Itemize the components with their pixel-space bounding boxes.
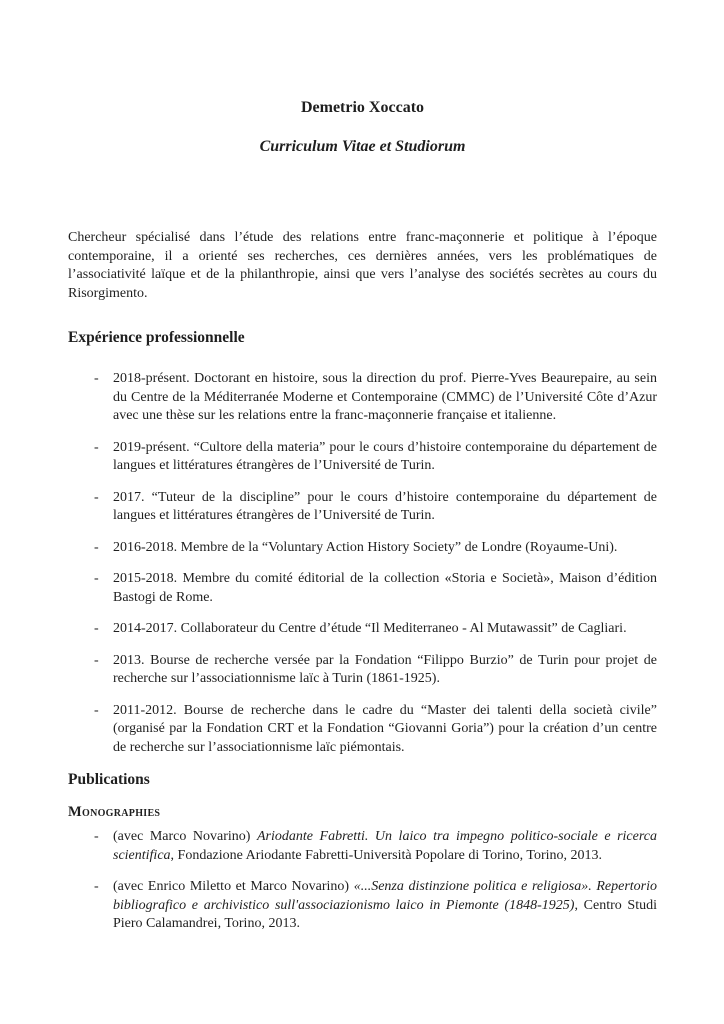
experience-item-text: 2018-présent. Doctorant en histoire, sous la direction du prof. Pierre-Yves Beaurepaire, au sein du Centre de la Méditerranée Moderne et Contemporaine (CMMC) de l’Université Côte d’Azur avec une thèse sur les relations entre la franc-maçonnerie française et italienne.: [113, 371, 657, 423]
list-dash-marker: -: [94, 702, 99, 718]
experience-item: [68, 370, 657, 426]
experience-item-text: 2015-2018. Membre du comité éditorial de la collection «Storia e Società», Maison d’édition Bastogi de Rome.: [113, 571, 657, 605]
list-dash-marker: -: [94, 539, 99, 555]
list-dash-marker: -: [94, 829, 99, 844]
publication-item: [68, 878, 657, 934]
publication-authors: (avec Marco Novarino): [113, 829, 257, 844]
experience-item: [68, 539, 657, 558]
section-heading-experience: Expérience professionnelle: [68, 329, 245, 346]
experience-item-text: 2014-2017. Collaborateur du Centre d’étude “Il Mediterraneo - Al Mutawassit” de Cagliari.: [113, 621, 627, 636]
list-dash-marker: -: [94, 621, 99, 636]
list-dash-marker: -: [94, 371, 99, 386]
experience-item-text: 2011-2012. Bourse de recherche dans le cadre du “Master dei talenti della società civile” (organisé par la Fondation CRT et la Fondation “Giovanni Goria”) pour la création d’un centre de recherche sur l’associationnisme laïc piémontais.: [113, 702, 657, 755]
experience-item: [68, 620, 657, 639]
publication-imprint: , Fondazione Ariodante Fabretti-Università Popolare di Torino, Torino, 2013.: [170, 847, 602, 863]
publication-authors: (avec Enrico Miletto et Marco Novarino): [113, 879, 354, 894]
experience-item: [68, 439, 657, 476]
publication-item: [68, 828, 657, 865]
experience-item-text: 2013. Bourse de recherche versée par la Fondation “Filippo Burzio” de Turin pour projet de recherche sur l’associationnisme laïc à Turin (1861-1925).: [113, 652, 657, 686]
experience-list: [68, 370, 657, 757]
experience-item: [68, 570, 657, 607]
publication-title: «...Senza distinzione politica e religiosa». Repertorio bibliografico e archivistico sull'associazionismo laico in Piemonte (1848-1925): [113, 879, 657, 913]
document-title: Demetrio Xoccato: [300, 99, 425, 116]
subsection-heading-monographies: Monographies: [68, 804, 161, 820]
document-subtitle: Curriculum Vitae et Studiorum: [259, 138, 466, 155]
publications-list: [68, 828, 657, 934]
experience-item-text: 2016-2018. Membre de la “Voluntary Action History Society” de Londre (Royaume-Uni).: [113, 539, 618, 555]
list-dash-marker: -: [94, 439, 99, 455]
intro-paragraph: Chercheur spécialisé dans l’étude des relations entre franc-maçonnerie et politique à l’époque contemporaine, il a orienté ses recherches, ces dernières années, vers les problématiques de l’associativité laïque et de la philanthropie, ainsi que vers l’analyse des sociétés secrètes au cours du Risorgimento.: [68, 230, 657, 301]
experience-item: [68, 652, 657, 689]
experience-item-text: 2019-présent. “Cultore della materia” pour le cours d’histoire contemporaine du département de langues et littératures étrangères de l’Université de Turin.: [113, 439, 657, 473]
list-dash-marker: -: [94, 571, 99, 586]
publication-imprint: , Centro Studi Piero Calamandrei, Torino, 2013.: [113, 897, 657, 931]
experience-item: [68, 702, 657, 758]
list-dash-marker: -: [94, 879, 99, 894]
list-dash-marker: -: [94, 489, 99, 505]
publication-title: Ariodante Fabretti. Un laico tra impegno politico-sociale e ricerca scientifica: [113, 829, 657, 863]
list-dash-marker: -: [94, 652, 99, 668]
experience-item: [68, 489, 657, 526]
section-heading-publications: Publications: [68, 771, 150, 788]
experience-item-text: 2017. “Tuteur de la discipline” pour le cours d’histoire contemporaine du département de langues et littératures étrangères de l’Université de Turin.: [113, 489, 657, 523]
